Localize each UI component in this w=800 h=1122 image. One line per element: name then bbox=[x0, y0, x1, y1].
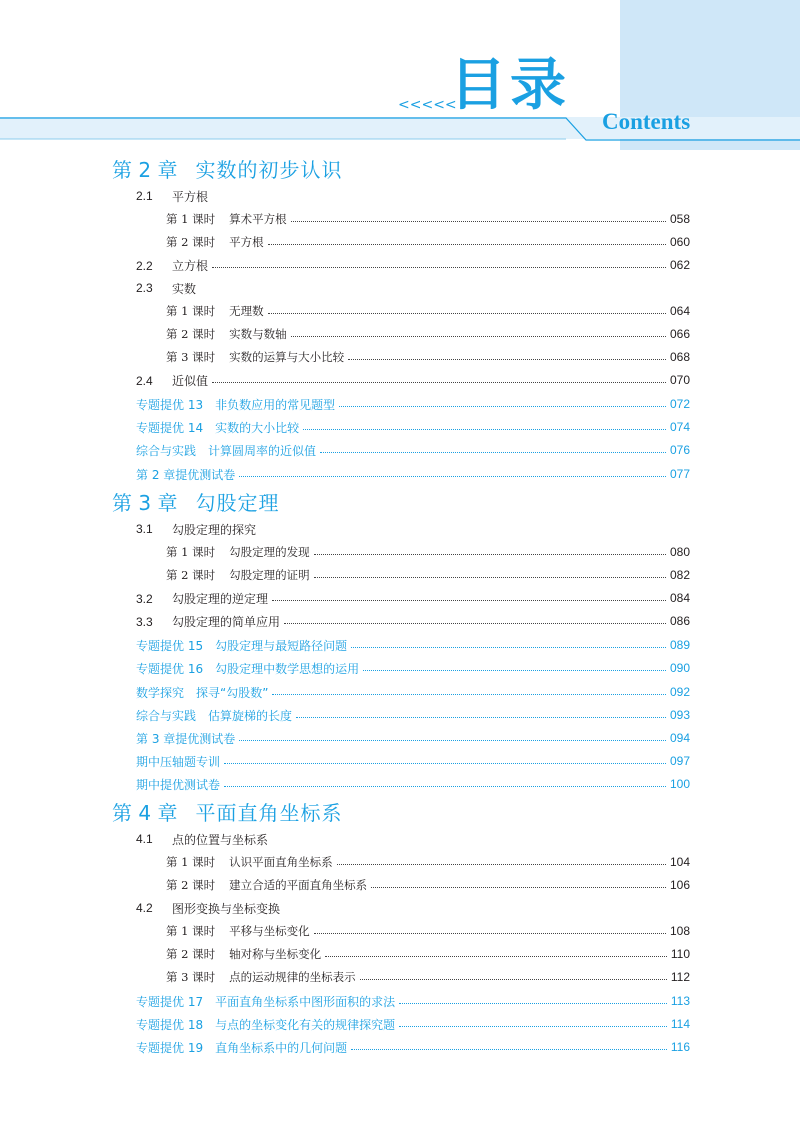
special-label: 专题提优 19 bbox=[136, 1040, 204, 1055]
section-number: 2.4 bbox=[136, 373, 153, 388]
toc-entry-special[interactable] bbox=[136, 635, 690, 655]
entry-title: 勾股定理的证明 bbox=[229, 568, 310, 582]
toc-entry[interactable] bbox=[136, 255, 690, 275]
page-number: 080 bbox=[669, 545, 690, 559]
page-number: 110 bbox=[670, 947, 690, 961]
chapter-heading[interactable] bbox=[112, 155, 342, 181]
section-heading[interactable] bbox=[136, 829, 268, 849]
lesson-number: 第 1 课时 bbox=[166, 212, 216, 226]
dot-leader bbox=[303, 429, 666, 430]
toc-entry[interactable] bbox=[136, 611, 690, 631]
section-number: 3.2 bbox=[136, 591, 153, 606]
chevrons-icon: <<<<< bbox=[398, 97, 457, 113]
section-number: 4.2 bbox=[136, 901, 153, 915]
dot-leader bbox=[339, 406, 666, 407]
page-number: 106 bbox=[669, 878, 690, 892]
special-label: 数学探究 bbox=[136, 685, 185, 700]
toc-entry-special[interactable] bbox=[136, 658, 690, 678]
dot-leader bbox=[363, 670, 666, 671]
dot-leader bbox=[268, 313, 666, 314]
toc-entry[interactable] bbox=[136, 588, 690, 608]
entry-title: 勾股定理的发现 bbox=[229, 545, 310, 559]
section-heading[interactable] bbox=[136, 898, 280, 918]
entry-title: 轴对称与坐标变化 bbox=[229, 947, 322, 961]
dot-leader bbox=[268, 244, 666, 245]
toc-entry-special[interactable] bbox=[136, 728, 690, 748]
entry-title: 探寻“勾股数” bbox=[196, 685, 269, 700]
entry-title: 无理数 bbox=[229, 304, 264, 318]
page-number: 104 bbox=[669, 855, 690, 869]
lesson-number: 第 3 课时 bbox=[166, 350, 216, 364]
section-number: 3.1 bbox=[136, 522, 153, 536]
dot-leader bbox=[224, 763, 666, 764]
page-number: 068 bbox=[669, 350, 690, 364]
lesson-number: 第 2 课时 bbox=[166, 878, 216, 892]
section-heading[interactable] bbox=[136, 278, 196, 298]
lesson-number: 第 2 课时 bbox=[166, 568, 216, 582]
dot-leader bbox=[272, 694, 666, 695]
page-number: 112 bbox=[670, 970, 690, 984]
entry-title: 期中提优测试卷 bbox=[136, 777, 221, 792]
toc-entry[interactable] bbox=[166, 347, 690, 367]
entry-title: 点的运动规律的坐标表示 bbox=[229, 970, 356, 984]
entry-title: 实数与数轴 bbox=[229, 327, 287, 341]
lesson-number: 第 2 课时 bbox=[166, 327, 216, 341]
toc-entry-special[interactable] bbox=[136, 1014, 690, 1034]
entry-title: 平移与坐标变化 bbox=[229, 924, 310, 938]
page-number: 076 bbox=[669, 443, 690, 457]
entry-title: 非负数应用的常见题型 bbox=[215, 397, 336, 412]
page-number: 094 bbox=[669, 731, 690, 745]
contents-label: Contents bbox=[602, 109, 691, 134]
toc-entry[interactable] bbox=[166, 542, 690, 562]
entry-title: 实数的运算与大小比较 bbox=[229, 350, 345, 364]
entry-title: 勾股定理的逆定理 bbox=[172, 591, 269, 606]
toc-entry[interactable] bbox=[166, 921, 690, 941]
lesson-number: 第 1 课时 bbox=[166, 545, 216, 559]
dot-leader bbox=[371, 887, 666, 888]
dot-leader bbox=[291, 221, 666, 222]
entry-title: 平面直角坐标系中图形面积的求法 bbox=[215, 994, 396, 1009]
chapter-number: 第 2 章 bbox=[112, 157, 178, 182]
dot-leader bbox=[239, 740, 666, 741]
page-number: 070 bbox=[669, 373, 690, 387]
dot-leader bbox=[212, 267, 666, 268]
special-label: 专题提优 18 bbox=[136, 1017, 204, 1032]
dot-leader bbox=[320, 452, 666, 453]
dot-leader bbox=[399, 1003, 667, 1004]
page-number: 113 bbox=[670, 994, 690, 1008]
dot-leader bbox=[291, 336, 666, 337]
page-number: 058 bbox=[669, 212, 690, 226]
page-number: 077 bbox=[669, 467, 690, 481]
page-number: 097 bbox=[669, 754, 690, 768]
toc-entry-special[interactable] bbox=[136, 464, 690, 484]
toc-entry[interactable] bbox=[166, 565, 690, 585]
dot-leader bbox=[337, 864, 666, 865]
page-number: 114 bbox=[670, 1017, 690, 1031]
chapter-heading[interactable] bbox=[112, 798, 342, 824]
page-header bbox=[0, 0, 800, 150]
entry-title: 勾股定理的简单应用 bbox=[172, 614, 281, 629]
chapter-heading[interactable] bbox=[112, 488, 279, 514]
special-label: 专题提优 14 bbox=[136, 420, 204, 435]
dot-leader bbox=[351, 1049, 667, 1050]
dot-leader bbox=[284, 623, 666, 624]
dot-leader bbox=[224, 786, 666, 787]
chapter-title: 实数的初步认识 bbox=[195, 157, 343, 182]
toc-entry[interactable] bbox=[166, 944, 690, 964]
toc-entry-special[interactable] bbox=[136, 751, 690, 771]
toc-entry[interactable] bbox=[166, 324, 690, 344]
dot-leader bbox=[239, 476, 666, 477]
lesson-number: 第 2 课时 bbox=[166, 235, 216, 249]
special-label: 综合与实践 bbox=[136, 708, 197, 723]
section-title: 实数 bbox=[172, 281, 197, 296]
toc-entry-special[interactable] bbox=[136, 394, 690, 414]
lesson-number: 第 1 课时 bbox=[166, 304, 216, 318]
page-number: 086 bbox=[669, 614, 690, 628]
page-number: 066 bbox=[669, 327, 690, 341]
section-title: 图形变换与坐标变换 bbox=[172, 901, 281, 916]
lesson-number: 第 1 课时 bbox=[166, 855, 216, 869]
section-number: 2.3 bbox=[136, 281, 153, 295]
entry-title: 近似值 bbox=[172, 373, 209, 388]
lesson-number: 第 1 课时 bbox=[166, 924, 216, 938]
entry-title: 立方根 bbox=[172, 258, 209, 273]
page-number: 092 bbox=[669, 685, 690, 699]
toc-entry[interactable] bbox=[166, 232, 690, 252]
chapter-title: 平面直角坐标系 bbox=[195, 800, 343, 825]
toc-entry-special[interactable] bbox=[136, 1037, 690, 1057]
page-number: 062 bbox=[669, 258, 690, 272]
special-label: 专题提优 16 bbox=[136, 661, 204, 676]
page-number: 108 bbox=[669, 924, 690, 938]
lesson-number: 第 3 课时 bbox=[166, 970, 216, 984]
toc-entry[interactable] bbox=[166, 852, 690, 872]
toc-entry[interactable] bbox=[166, 875, 690, 895]
entry-title: 计算圆周率的近似值 bbox=[208, 443, 317, 458]
entry-title: 直角坐标系中的几何问题 bbox=[215, 1040, 348, 1055]
chapter-title: 勾股定理 bbox=[195, 490, 280, 515]
dot-leader bbox=[314, 577, 666, 578]
chapter-number: 第 3 章 bbox=[112, 490, 178, 515]
entry-title: 第 3 章提优测试卷 bbox=[136, 731, 236, 746]
dot-leader bbox=[348, 359, 666, 360]
toc-entry-special[interactable] bbox=[136, 682, 690, 702]
page-number: 064 bbox=[669, 304, 690, 318]
entry-title: 估算旋梯的长度 bbox=[208, 708, 293, 723]
entry-title: 勾股定理与最短路径问题 bbox=[215, 638, 348, 653]
special-label: 专题提优 17 bbox=[136, 994, 204, 1009]
entry-title: 算术平方根 bbox=[229, 212, 287, 226]
section-heading[interactable] bbox=[136, 186, 208, 206]
page-number: 089 bbox=[669, 638, 690, 652]
dot-leader bbox=[351, 647, 666, 648]
entry-title: 期中压轴题专训 bbox=[136, 754, 221, 769]
page-number: 090 bbox=[669, 661, 690, 675]
entry-title: 与点的坐标变化有关的规律探究题 bbox=[215, 1017, 396, 1032]
toc-entry-special[interactable] bbox=[136, 774, 690, 794]
toc-entry[interactable] bbox=[166, 301, 690, 321]
page-number: 074 bbox=[669, 420, 690, 434]
page-number: 116 bbox=[670, 1040, 690, 1054]
entry-title: 平方根 bbox=[229, 235, 264, 249]
dot-leader bbox=[296, 717, 666, 718]
page-number: 093 bbox=[669, 708, 690, 722]
page-number: 100 bbox=[669, 777, 690, 791]
dot-leader bbox=[314, 554, 666, 555]
section-title: 勾股定理的探究 bbox=[172, 522, 257, 537]
toc-entry-special[interactable] bbox=[136, 440, 690, 460]
toc-entry-special[interactable] bbox=[136, 991, 690, 1011]
dot-leader bbox=[399, 1026, 667, 1027]
section-title: 点的位置与坐标系 bbox=[172, 832, 269, 847]
entry-title: 认识平面直角坐标系 bbox=[229, 855, 333, 869]
dot-leader bbox=[272, 600, 666, 601]
special-label: 专题提优 15 bbox=[136, 638, 204, 653]
special-label: 专题提优 13 bbox=[136, 397, 204, 412]
section-number: 2.2 bbox=[136, 258, 153, 273]
toc-entry-special[interactable] bbox=[136, 417, 690, 437]
section-heading[interactable] bbox=[136, 519, 256, 539]
toc-entry[interactable] bbox=[136, 370, 690, 390]
dot-leader bbox=[325, 956, 667, 957]
section-title: 平方根 bbox=[172, 189, 209, 204]
chapter-number: 第 4 章 bbox=[112, 800, 178, 825]
dot-leader bbox=[360, 979, 667, 980]
entry-title: 建立合适的平面直角坐标系 bbox=[229, 878, 368, 892]
toc-entry[interactable] bbox=[166, 967, 690, 987]
page-number: 084 bbox=[669, 591, 690, 605]
page-title: 目录 bbox=[450, 53, 570, 118]
entry-title: 勾股定理中数学思想的运用 bbox=[215, 661, 360, 676]
section-number: 3.3 bbox=[136, 614, 153, 629]
dot-leader bbox=[314, 933, 666, 934]
toc-entry[interactable] bbox=[166, 209, 690, 229]
section-number: 2.1 bbox=[136, 189, 153, 203]
page-number: 060 bbox=[669, 235, 690, 249]
page-number: 082 bbox=[669, 568, 690, 582]
special-label: 综合与实践 bbox=[136, 443, 197, 458]
page-number: 072 bbox=[669, 397, 690, 411]
entry-title: 第 2 章提优测试卷 bbox=[136, 467, 236, 482]
lesson-number: 第 2 课时 bbox=[166, 947, 216, 961]
toc-entry-special[interactable] bbox=[136, 705, 690, 725]
section-number: 4.1 bbox=[136, 832, 153, 846]
dot-leader bbox=[212, 382, 666, 383]
entry-title: 实数的大小比较 bbox=[215, 420, 300, 435]
